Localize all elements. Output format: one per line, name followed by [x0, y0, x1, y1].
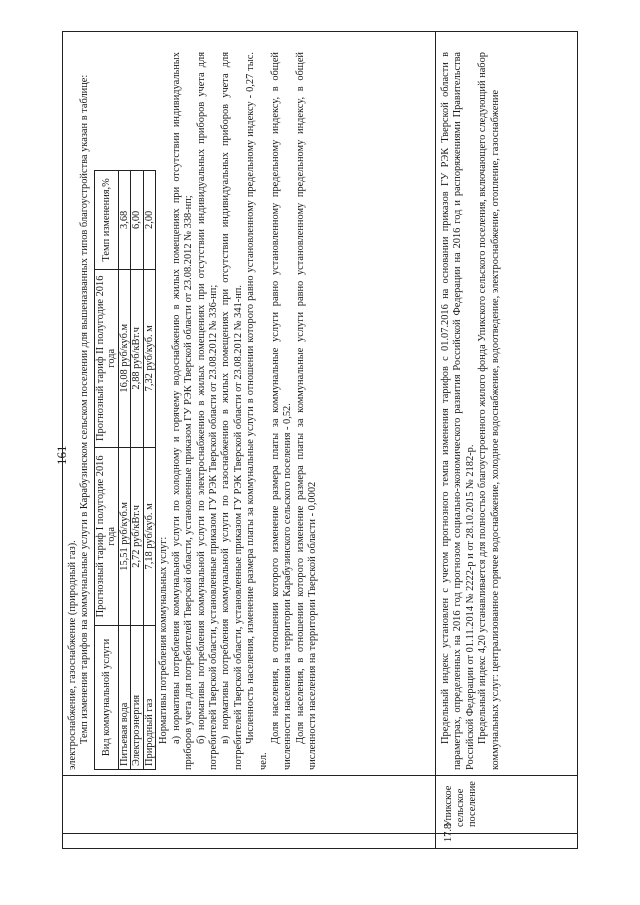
change-rate: 3,68: [118, 171, 131, 270]
lead-line: электроснабжение, газоснабжение (природный газ).: [67, 540, 78, 770]
tariff-h2: 7,32 руб/куб. м: [143, 269, 156, 447]
norms-title: Нормативы потребления коммунальных услуг:: [158, 536, 170, 744]
table-row: [131, 171, 144, 770]
column-divider-number: [63, 833, 577, 834]
table-row: [118, 171, 131, 770]
column-divider-municipality: [63, 775, 577, 776]
table-row: [143, 171, 156, 770]
tariff-h2: 2,88 руб/кВт.ч: [131, 269, 144, 447]
share-settlement-paragraph: Доля населения, в отношении которого изменение размера платы за коммунальные услуги равно установленному предельному индексу, в общей численности населения на территории Карабузинского сельского поселения - 0,52.: [269, 52, 294, 770]
municipality-name: Упикское сельское поселение: [443, 781, 478, 827]
tariff-h1: 7,18 руб/куб. м: [143, 447, 156, 625]
tariff-h1: 15,51 руб/куб.м: [118, 447, 131, 625]
row-number: 17.8: [443, 823, 454, 842]
service-name: Питьевая вода: [118, 625, 131, 769]
tariff-intro: Темп изменения тарифов на коммунальные услуги в Карабузинском сельском поселении для вышеназванных типов благоустройства указан в таблице:: [79, 74, 91, 744]
header-change-rate: Темп изменения,%: [94, 171, 118, 270]
share-region-paragraph: Доля населения, в отношении которого изменение размера платы за коммунальные услуги равно установленному предельному индексу, в общей численности населения на территории Тверской области - 0,0002: [294, 52, 319, 770]
tariff-h2: 16,08 руб/куб.м: [118, 269, 131, 447]
header-service-type: Вид коммунальной услуги: [94, 625, 118, 769]
index-basis-paragraph: Предельный индекс установлен с учетом прогнозного темпа изменения тарифов с 01.07.2016 на основании приказов ГУ РЭК Тверской области в параметрах, определенных на 2016 год прогнозом социально-экономического развития Российской Федерации на 2016 год и распоряжениями Правительства Российской Федерации от 01.11.2014 № 2222-р и от 28.10.2015 № 2182-р.: [440, 52, 476, 770]
row-divider: [435, 32, 436, 848]
header-tariff-h1: Прогнозный тариф I полугодие 2016 года: [94, 447, 118, 625]
page-number: 161: [54, 445, 69, 465]
index-value-paragraph: Предельный индекс 4,20 устанавливается для полностью благоустроенного жилого фонда Упикского сельского поселения, включающего следующий набор коммунальных услуг: централизованное горячее водоснабжение, холодное водоснабжение, водоотведение, электроснабжение, отопление, газоснабжение: [477, 52, 501, 770]
continued-row-content: [67, 52, 320, 770]
population-paragraph: Численность населения, изменение размера платы за коммунальные услуги в отношении которого равно установленному предельному индексу - 0,27 тыс. чел.: [245, 52, 269, 770]
norm-water: а) нормативы потребления коммунальной услуги по холодному и горячему водоснабжению в жилых помещениях при отсутствии индивидуальных приборов учета для потребителей Тверской области, установленные приказом ГУ РЭК Тверской области от 23.08.2012 № 338-нп;: [170, 52, 195, 770]
outer-table: [62, 31, 578, 849]
row-content: [440, 52, 502, 770]
norm-electricity: б) нормативы потребления коммунальной услуги по электроснабжению в жилых помещениях при отсутствии индивидуальных приборов учета для потребителей Тверской области, установленные приказом ГУ РЭК Тверской области от 23.08.2012 № 336-нп;: [195, 52, 219, 770]
service-name: Электроэнергия: [131, 625, 144, 769]
change-rate: 6,00: [131, 171, 144, 270]
norm-gas: в) нормативы потребления коммунальной услуги по газоснабжению в жилых помещениях при отсутствии индивидуальных приборов учета для потребителей Тверской области, установленные приказом ГУ РЭК Тверской области от 23.08.2012 № 341-нп.: [220, 52, 244, 770]
tariff-h1: 2,72 руб/кВт.ч: [131, 447, 144, 625]
service-name: Природный газ: [143, 625, 156, 769]
tariff-table: [94, 170, 157, 770]
tariff-table-header-row: [94, 171, 118, 770]
change-rate: 2,00: [143, 171, 156, 270]
header-tariff-h2: Прогнозный тариф II полугодие 2016 года: [94, 269, 118, 447]
